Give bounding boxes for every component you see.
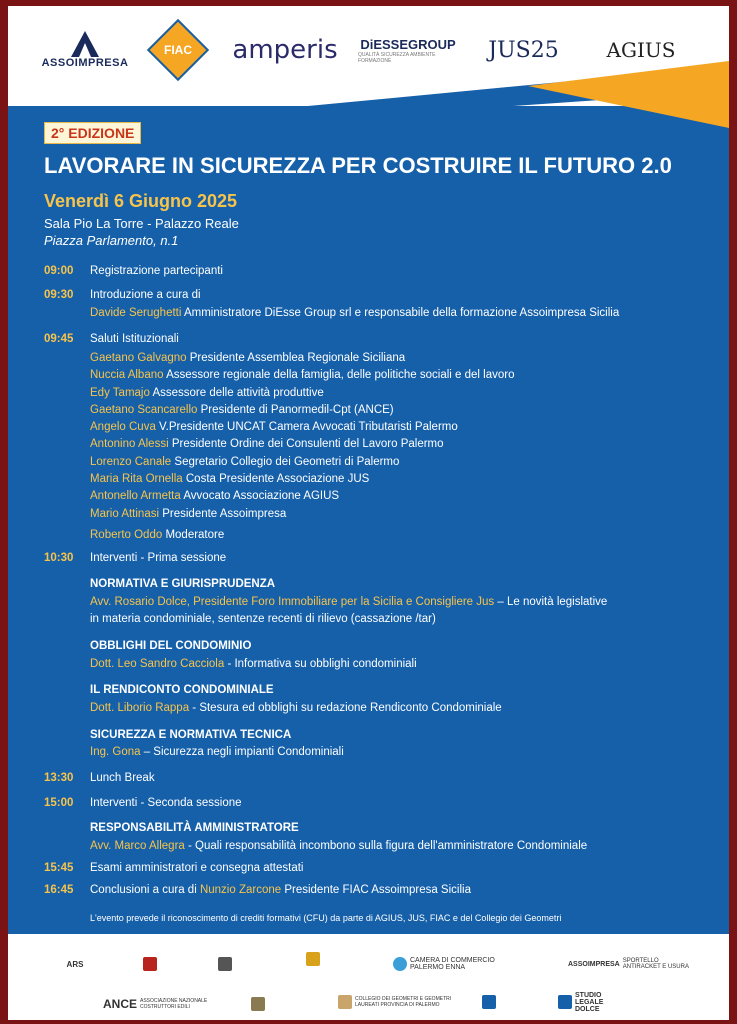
fiac-logo: FIAC xyxy=(148,24,208,76)
assoimpresa-antiracket-logo: ASSOIMPRESA SPORTELLO ANTIRACKET E USURA xyxy=(568,958,689,970)
ars-logo: ARS xyxy=(66,959,84,969)
diesse-group-logo: DiESSEGROUP QUALITÀ SICUREZZA AMBIENTE FORMAZIONE xyxy=(358,36,456,64)
assoimpresa-logo: ASSOIMPRESA xyxy=(40,24,130,76)
edition-badge: 2° EDIZIONE xyxy=(44,122,141,144)
jus-logo: JUS25 xyxy=(488,37,559,63)
studio-legale-logo: STUDIO LEGALE DOLCE xyxy=(558,992,628,1012)
amperis-logo: amperis xyxy=(232,35,338,65)
camera-commercio-logo: CAMERA DI COMMERCIO PALERMO ENNA xyxy=(393,954,513,974)
region-sicily-crest-icon xyxy=(298,949,328,969)
palermo-crest-icon xyxy=(138,954,162,974)
credits-note: L'evento prevede il riconoscimento di crediti formativi (CFU) da parte di AGIUS, JUS, FIAC e del Collegio dei Geometri xyxy=(90,913,562,923)
sponsor-footer xyxy=(8,934,729,1020)
venue: Sala Pio La Torre - Palazzo Reale xyxy=(44,216,239,231)
ance-logo: ANCE ASSOCIAZIONE NAZIONALE COSTRUTTORI EDILI xyxy=(103,997,208,1011)
order-crest-icon xyxy=(213,954,237,974)
agius-logo: AGIUS xyxy=(606,38,676,62)
scales-icon xyxy=(238,994,278,1014)
event-flyer: ASSOIMPRESA FIAC amperis DiESSEGROUP QUALITÀ SICUREZZA AMBIENTE FORMAZIONE JUS25 AGIUS 2° EDIZIONE LAVORARE IN SICUREZZA PER COSTRUIRE IL FUTURO 2.0 Venerdì 6 Giugno 2025 Sala Pio La Torre - Palazzo Reale Piazza Parlamento, n.1 09:00 Registrazione partecipanti 09:30 Introduzione a cura di Davide Serughetti Amministratore DiEsse Group srl e responsabile della formazione Assoimpresa Sicilia 09:45 Saluti Istituzionali Gaetano Galvagno Presidente Assemblea Regionale Siciliana Nuccia Albano Assessore regionale della famiglia, delle politiche sociali e del lavoro Edy Tamajo Assessore delle attività produttive Gaetano Scancarello Presidente di Panormedil-Cpt (ANCE) Angelo Cuva V.Presidente UNCAT Camera Avvocati Tributaristi Palermo Antonino Alessi Presidente Ordine dei Consulenti del Lavoro Palermo Lorenzo Canale Segretario Collegio dei Geometri di Palermo Maria Rita Ornella Costa Presidente Associazione JUS Antonello Armetta Avvocato Associazione AGIUS Mario Attinasi Presidente Assoimpresa Roberto Oddo Moderatore 10:30 Interventi - Prima sessione NORMATIVA E GIURISPRUDENZA Avv. Rosario Dolce, Presidente Foro Immobiliare per la Sicilia e Consigliere Jus – Le novità legislative in materia condominiale, sentenze recenti di rilievo (cassazione /tar) OBBLIGHI DEL CONDOMINIO Dott. Leo Sandro Cacciola - Informativa su obblighi condominiali IL RENDICONTO CONDOMINIALE Dott. Liborio Rappa - Stesura ed obblighi su redazione Rendiconto Condominiale SICUREZZA E NORMATIVA TECNICA Ing. Gona – Sicurezza negli impianti Condominiali 13:30 Lunch Break 15:00 Interventi - Seconda sessione RESPONSABILITÀ AMMINISTRATORE Avv. Marco Allegra - Quali responsabilità incombono sulla figura dell'amministratore Condominiale 15:45 Esami amministratori e consegna attestati 16:45 Conclusioni a cura di Nunzio Zarcone Presidente FIAC Assoimpresa Sicilia L'evento prevede il riconoscimento di crediti formativi (CFU) da parte di AGIUS, JUS, FIAC e del Collegio dei Geometri ARS CAMERA DI COMMERCIO PALERMO ENNA ASSOIMPRESA SPORTELLO ANTIRACKET E USURA ANCE ASSOCIAZIONE NAZIONALE COSTRUTTORI EDILI COLLEGIO DEI GEOMETRI E GEOMETRI LAUREATI PROVINCIA DI PALERMO STUDIO LEGALE DOLCE xyxy=(8,6,729,1020)
event-date: Venerdì 6 Giugno 2025 xyxy=(44,191,238,211)
shield-icon xyxy=(478,992,500,1012)
collegio-geometri-logo: COLLEGIO DEI GEOMETRI E GEOMETRI LAUREATI PROVINCIA DI PALERMO xyxy=(338,992,458,1012)
event-title: LAVORARE IN SICUREZZA PER COSTRUIRE IL FUTURO 2.0 xyxy=(44,153,672,178)
venue-address: Piazza Parlamento, n.1 xyxy=(44,233,179,248)
